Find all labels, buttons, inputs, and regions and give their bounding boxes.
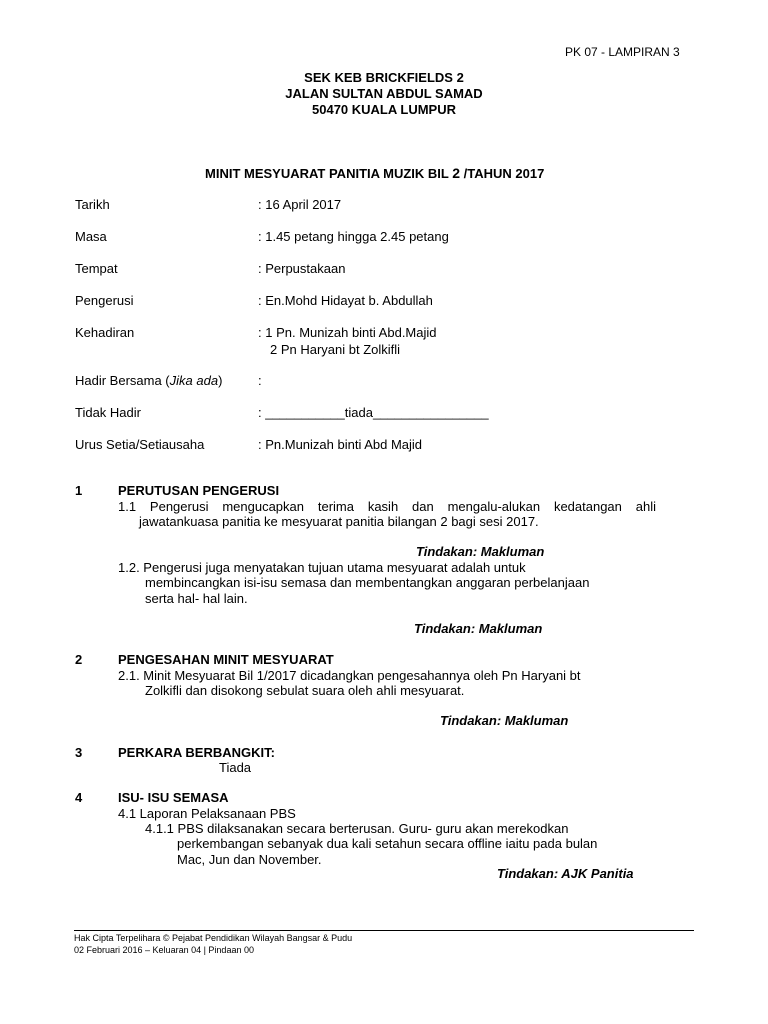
section-1-2-line-3: serta hal- hal lain. [145,591,248,606]
section-4-action: Tindakan: AJK Panitia [497,866,634,881]
value-masa: : 1.45 petang hingga 2.45 petang [258,229,449,244]
value-urus-setia: : Pn.Munizah binti Abd Majid [258,437,423,452]
section-2-number: 2 [75,652,83,667]
label-tidak-hadir: Tidak Hadir [75,405,141,420]
section-2-title: PENGESAHAN MINIT MESYUARAT [118,652,334,667]
document-title [205,165,544,182]
footer-copyright: Hak Cipta Terpelihara © Pejabat Pendidikan Wilayah Bangsar & Pudu [74,933,353,943]
value-kehadiran-2: 2 Pn Haryani bt Zolkifli [270,342,401,357]
hadir-bersama-italic: Jika ada [169,373,219,388]
section-4-1-1-line-3: Mac, Jun dan November. [177,852,322,867]
section-4-1-1-line-1: 4.1.1 PBS dilaksanakan secara berterusan. Guru- guru akan merekodkan [145,821,569,836]
section-1-number: 1 [75,483,83,498]
label-masa: Masa [75,229,107,244]
section-1-1-line-1: 1.1 Pengerusi mengucapkan terima kasih dan mengalu-alukan kedatangan ahli [118,499,656,514]
section-1-title: PERUTUSAN PENGERUSI [118,483,280,498]
label-kehadiran: Kehadiran [75,325,135,340]
section-2-1-line-1: 2.1. Minit Mesyuarat Bil 1/2017 dicadangkan pengesahannya oleh Pn Haryani bt [118,668,581,683]
label-pengerusi: Pengerusi [75,293,134,308]
document-reference: PK 07 - LAMPIRAN 3 [565,45,680,59]
title-suffix: /TAHUN 2017 [460,166,545,181]
value-tidak-hadir: : ___________tiada________________ [258,405,489,420]
value-tempat: : Perpustakaan [258,261,346,276]
section-3-title: PERKARA BERBANGKIT: [118,745,275,760]
section-4-1-1-line-2: perkembangan sebanyak dua kali setahun secara offline iaitu pada bulan [177,836,598,851]
value-kehadiran-1: : 1 Pn. Munizah binti Abd.Majid [258,325,437,340]
section-1-1-line-2: jawatankuasa panitia ke mesyuarat panitia bilangan 2 bagi sesi 2017. [139,514,539,529]
section-2-1-line-2: Zolkifli dan disokong sebulat suara oleh ahli mesyuarat. [145,683,465,698]
section-1-2-action: Tindakan: Makluman [414,621,543,636]
label-tempat: Tempat [75,261,118,276]
section-4-1-heading: 4.1 Laporan Pelaksanaan PBS [118,806,296,821]
label-hadir-bersama [75,373,222,389]
section-4-number: 4 [75,790,83,805]
footer-edition: 02 Februari 2016 – Keluaran 04 | Pindaan 00 [74,945,254,955]
section-1-2-line-1: 1.2. Pengerusi juga menyatakan tujuan utama mesyuarat adalah untuk [118,560,526,575]
title-number: 2 [452,165,461,181]
value-pengerusi: : En.Mohd Hidayat b. Abdullah [258,293,433,308]
school-street: JALAN SULTAN ABDUL SAMAD [285,86,483,101]
school-city: 50470 KUALA LUMPUR [312,102,456,117]
value-hadir-bersama: : [258,373,262,388]
section-3-body: Tiada [219,760,252,775]
section-1-1-action: Tindakan: Makluman [416,544,545,559]
label-urus-setia: Urus Setia/Setiausaha [75,437,205,452]
title-prefix: MINIT MESYUARAT PANITIA MUZIK BIL [205,166,453,181]
label-tarikh: Tarikh [75,197,110,212]
hadir-bersama-suffix: ) [218,373,223,388]
section-3-number: 3 [75,745,83,760]
section-2-action: Tindakan: Makluman [440,713,569,728]
section-1-2-line-2: membincangkan isi-isu semasa dan membentangkan anggaran perbelanjaan [145,575,590,590]
school-name: SEK KEB BRICKFIELDS 2 [304,70,464,85]
footer-divider [74,930,694,931]
section-4-title: ISU- ISU SEMASA [118,790,229,805]
value-tarikh: : 16 April 2017 [258,197,342,212]
hadir-bersama-prefix: Hadir Bersama ( [75,373,170,388]
